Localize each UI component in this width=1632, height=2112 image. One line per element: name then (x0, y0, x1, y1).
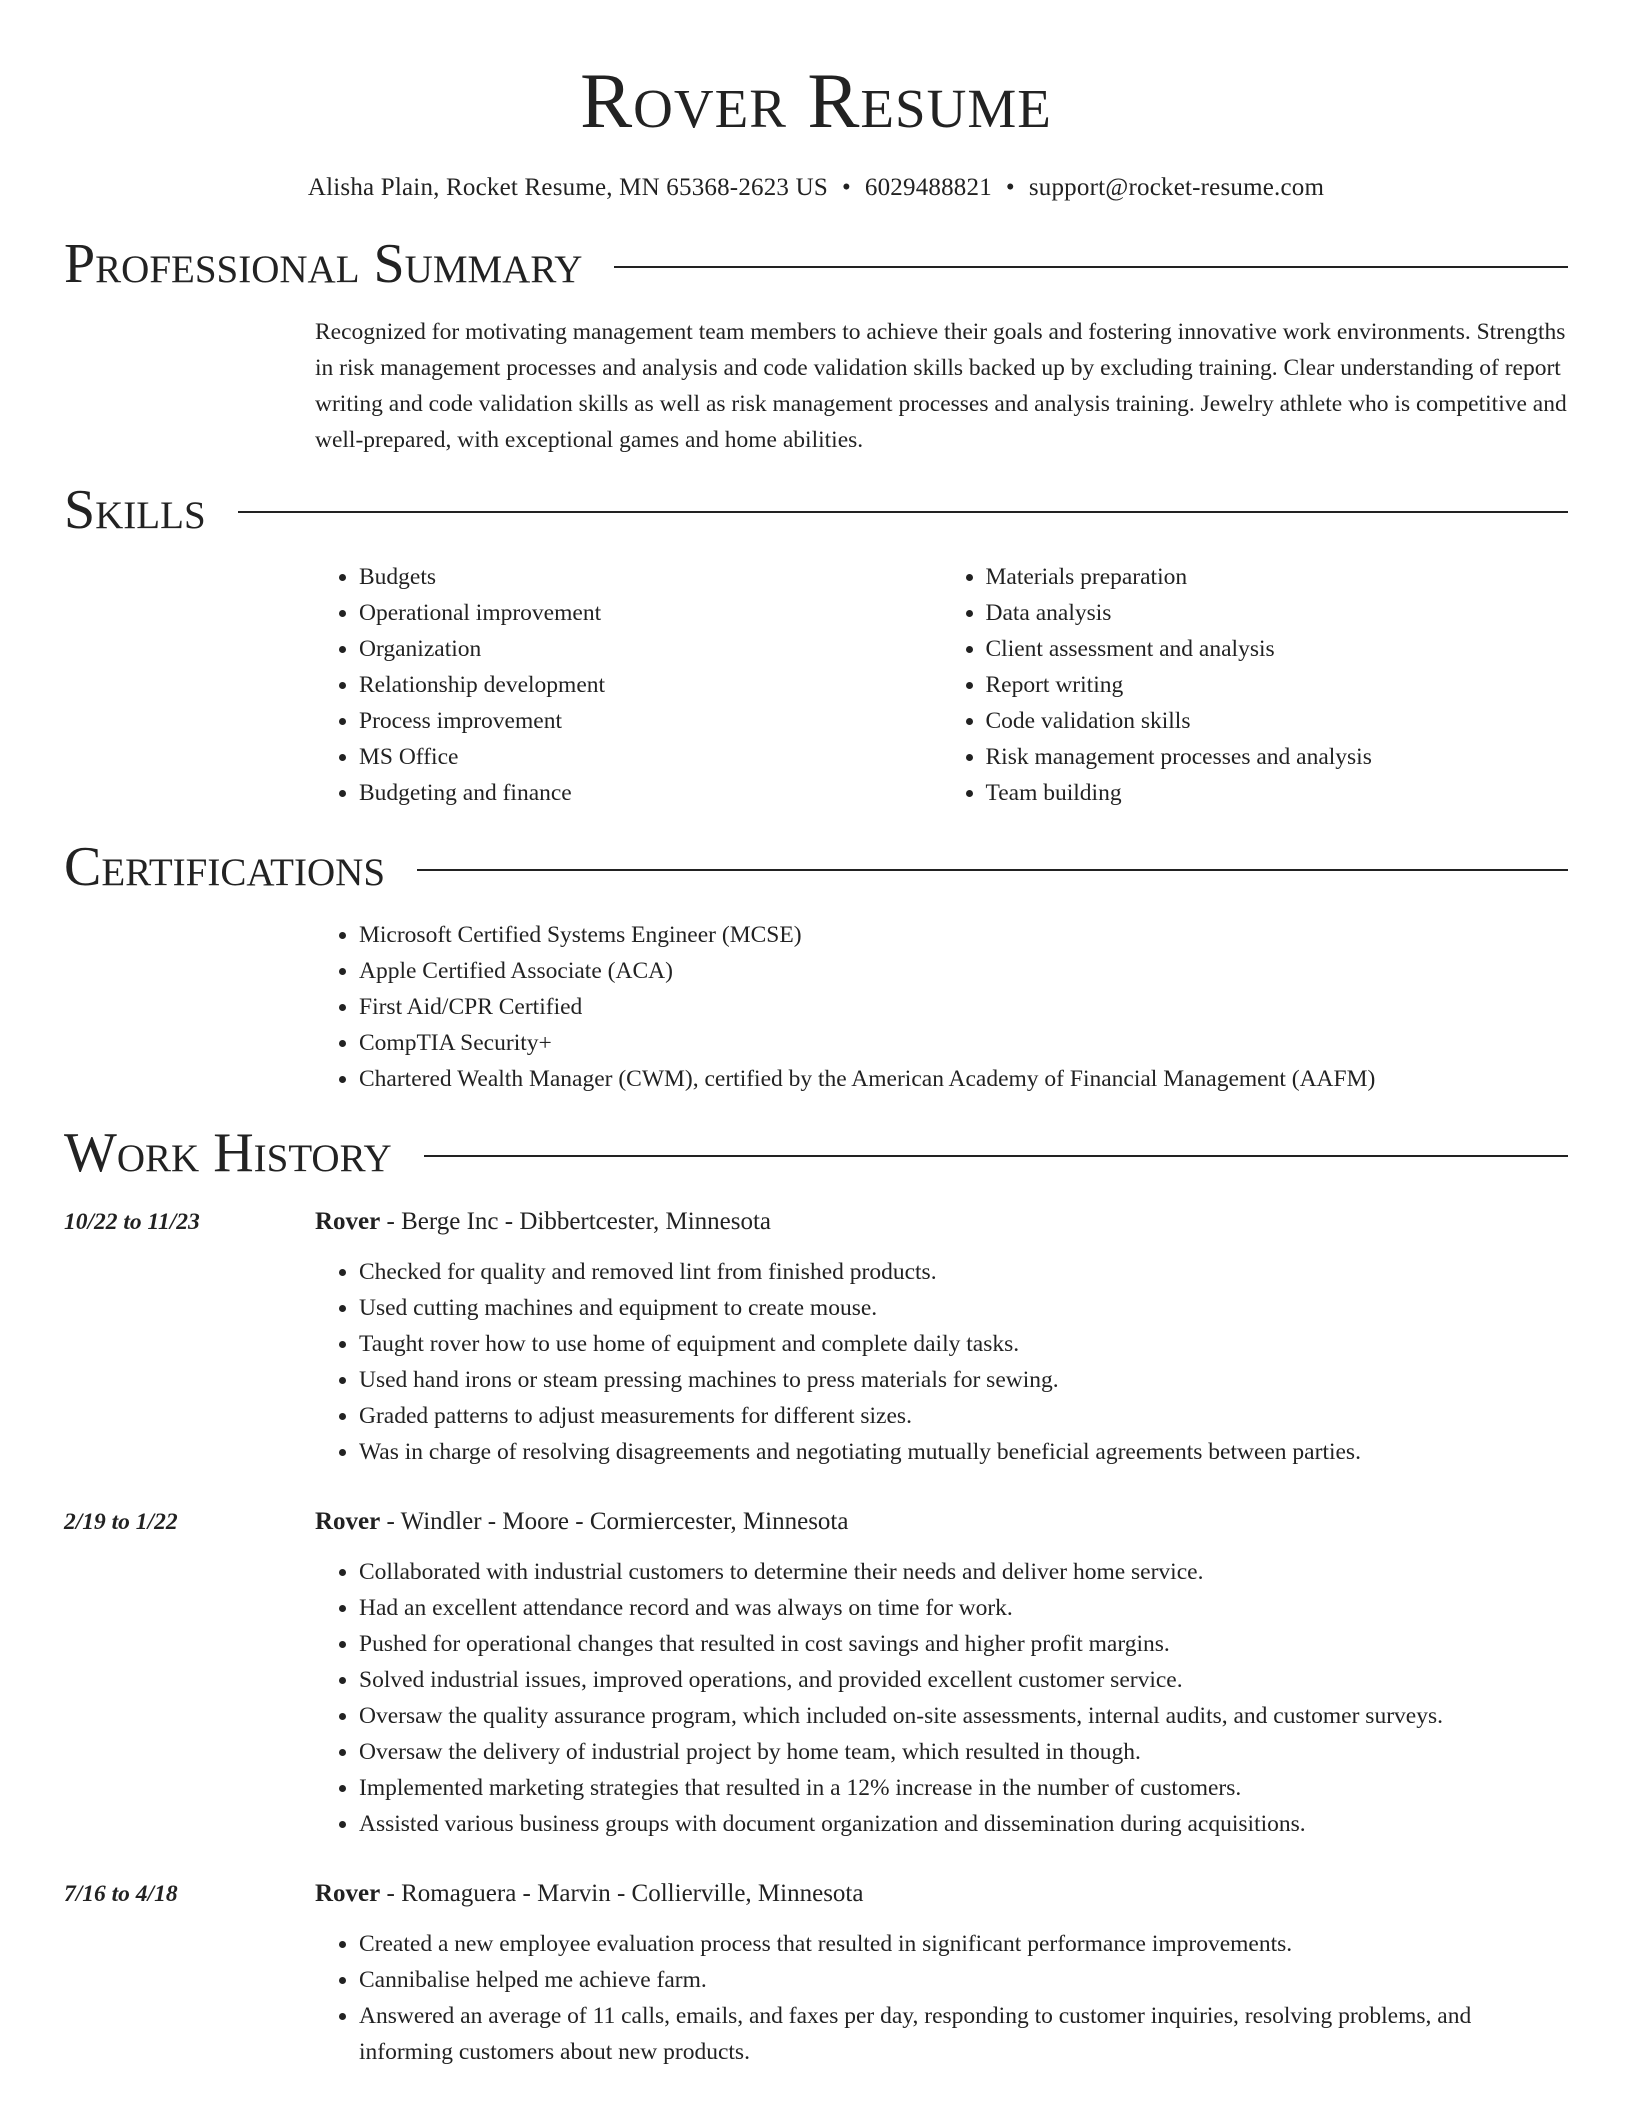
skill-item: • Report writing (986, 667, 1569, 703)
skill-item: • Process improvement (359, 703, 942, 739)
summary-text: Recognized for motivating management team members to achieve their goals and fostering innovative work environments. Strengths in risk management processes and analysis and code validation skills backed up by excluding training. Clear understanding of report writing and code validation skills as well as risk management processes and analysis training. Jewelry athlete who is competitive and well-prepared, with exceptional games and home abilities. (315, 318, 1567, 453)
contact-address: Alisha Plain, Rocket Resume, MN 65368-2623 US (307, 174, 828, 201)
job-employer: - Windler - Moore - Cormiercester, Minnesota (380, 1508, 849, 1536)
section-divider (238, 511, 1568, 513)
skills-section-title: Skills (64, 478, 206, 541)
job-bullet: • Was in charge of resolving disagreements and negotiating mutually beneficial agreements between parties. (359, 1434, 1568, 1470)
section-divider (424, 1155, 1568, 1157)
certification-item: • First Aid/CPR Certified (359, 989, 1568, 1025)
job-details (315, 1874, 1568, 2070)
job-bullet: • Taught rover how to use home of equipment and complete daily tasks. (359, 1326, 1568, 1362)
job-role: Rover (315, 1508, 381, 1536)
job-bullet: • Used hand irons or steam pressing machines to press materials for sewing. (359, 1362, 1568, 1398)
job-entry (64, 1874, 1568, 2070)
skill-item: • Organization (359, 631, 942, 667)
job-employer: - Berge Inc - Dibbertcester, Minnesota (380, 1208, 772, 1236)
work-section-header (64, 1123, 1568, 1185)
skill-item: • Relationship development (359, 667, 942, 703)
contact-line (64, 174, 1568, 202)
certification-item: • Microsoft Certified Systems Engineer (MCSE) (359, 917, 1568, 953)
summary-section-header (64, 234, 1568, 296)
summary-section-title: Professional Summary (64, 233, 583, 295)
job-dates: 10/22 to 11/23 (64, 1209, 200, 1236)
job-bullet: • Pushed for operational changes that resulted in cost savings and higher profit margins. (359, 1626, 1568, 1662)
certification-item: • CompTIA Security+ (359, 1025, 1568, 1061)
job-entry (64, 1202, 1568, 1470)
job-title-line (315, 1502, 1568, 1540)
job-bullet: • Answered an average of 11 calls, emails, and faxes per day, responding to customer inquiries, resolving problems, and informing customers about new products. (359, 1998, 1568, 2070)
job-dates: 2/19 to 1/22 (64, 1509, 178, 1536)
certifications-block (315, 917, 1568, 1097)
skills-list-right (942, 559, 1569, 811)
certification-item: • Chartered Wealth Manager (CWM), certified by the American Academy of Financial Management (AAFM) (359, 1061, 1568, 1097)
skills-section-header (64, 480, 1568, 542)
certifications-section-title: Certifications (64, 836, 386, 899)
certifications-list (315, 917, 1568, 1097)
job-title-line (315, 1202, 1568, 1240)
job-bullet: • Collaborated with industrial customers to determine their needs and deliver home service. (359, 1554, 1568, 1590)
job-bullet: • Cannibalise helped me achieve farm. (359, 1962, 1568, 1998)
job-bullets (315, 1554, 1568, 1842)
skill-item: • Data analysis (986, 595, 1569, 631)
job-bullet: • Oversaw the delivery of industrial project by home team, which resulted in though. (359, 1734, 1568, 1770)
contact-separator: • (841, 174, 851, 201)
job-bullet: • Used cutting machines and equipment to create mouse. (359, 1290, 1568, 1326)
job-bullet: • Created a new employee evaluation process that resulted in significant performance improvements. (359, 1926, 1568, 1962)
job-bullet: • Assisted various business groups with document organization and dissemination during acquisitions. (359, 1806, 1568, 1842)
skill-item: • Budgets (359, 559, 942, 595)
contact-phone: 6029488821 (864, 174, 992, 201)
skill-item: • Materials preparation (986, 559, 1569, 595)
certification-item: • Apple Certified Associate (ACA) (359, 953, 1568, 989)
skill-item: • Code validation skills (986, 703, 1569, 739)
resume-name: Rover Resume (580, 57, 1052, 144)
skills-list-left (315, 559, 942, 811)
job-title-line (315, 1874, 1568, 1912)
section-divider (417, 869, 1568, 871)
skill-item: • Client assessment and analysis (986, 631, 1569, 667)
skills-grid (315, 559, 1568, 811)
job-bullet: • Had an excellent attendance record and was always on time for work. (359, 1590, 1568, 1626)
skill-item: • Team building (986, 775, 1569, 811)
section-divider (614, 266, 1568, 268)
contact-email: support@rocket-resume.com (1028, 174, 1325, 201)
job-details (315, 1502, 1568, 1842)
job-role: Rover (315, 1208, 381, 1236)
job-details (315, 1202, 1568, 1470)
job-bullets (315, 1254, 1568, 1470)
job-employer: - Romaguera - Marvin - Collierville, Minnesota (380, 1880, 864, 1908)
skill-item: • Budgeting and finance (359, 775, 942, 811)
job-bullets (315, 1926, 1568, 2070)
job-bullet: • Implemented marketing strategies that resulted in a 12% increase in the number of customers. (359, 1770, 1568, 1806)
skill-item: • Risk management processes and analysis (986, 739, 1569, 775)
skill-item: • Operational improvement (359, 595, 942, 631)
skill-item: • MS Office (359, 739, 942, 775)
job-role: Rover (315, 1880, 381, 1908)
job-bullet: • Graded patterns to adjust measurements for different sizes. (359, 1398, 1568, 1434)
contact-separator: • (1005, 174, 1015, 201)
job-bullet: • Solved industrial issues, improved operations, and provided excellent customer service. (359, 1662, 1568, 1698)
work-section-title: Work History (64, 1121, 392, 1184)
job-bullet: • Oversaw the quality assurance program, which included on-site assessments, internal audits, and customer surveys. (359, 1698, 1568, 1734)
job-bullet: • Checked for quality and removed lint from finished products. (359, 1254, 1568, 1290)
job-dates: 7/16 to 4/18 (64, 1881, 178, 1908)
certifications-section-header (64, 837, 1568, 899)
job-entry (64, 1502, 1568, 1842)
